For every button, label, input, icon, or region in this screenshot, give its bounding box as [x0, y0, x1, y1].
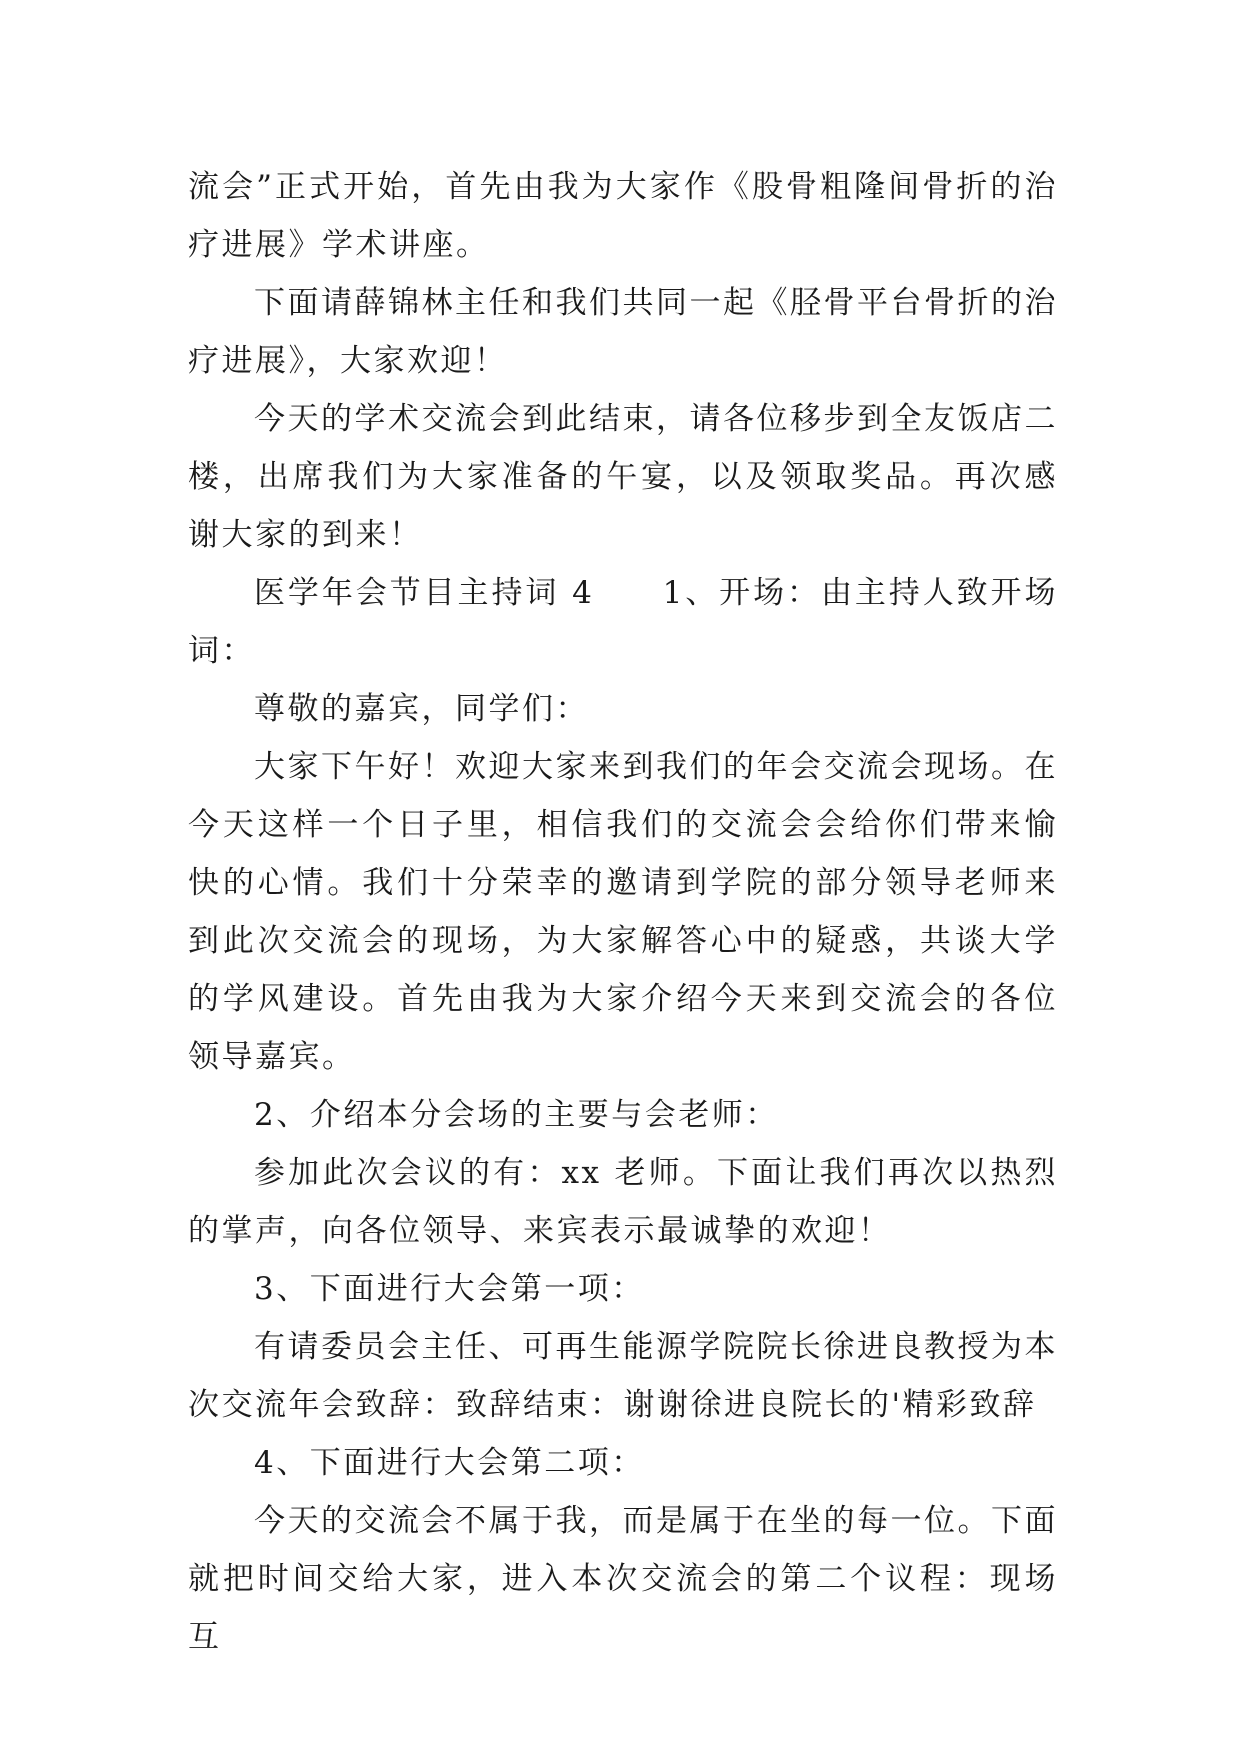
- paragraph: 4、下面进行大会第二项：: [254, 1445, 645, 1481]
- paragraph: 参加此次会议的有：xx 老师。下面让我们再次以热烈的掌声，向各位领导、来宾表示最诚挚的欢迎！: [188, 1155, 1058, 1249]
- paragraph: 有请委员会主任、可再生能源学院院长徐进良教授为本次交流年会致辞：致辞结束：谢谢徐进良院长的'精彩致辞: [188, 1329, 1058, 1423]
- paragraph: 尊敬的嘉宾，同学们：: [254, 691, 589, 727]
- paragraph: 2、介绍本分会场的主要与会老师：: [254, 1097, 779, 1133]
- paragraph: 3、下面进行大会第一项：: [254, 1271, 645, 1307]
- paragraph: 今天的学术交流会到此结束，请各位移步到全友饭店二楼，出席我们为大家准备的午宴，以及领取奖品。再次感谢大家的到来！: [188, 401, 1058, 553]
- paragraph: 大家下午好！欢迎大家来到我们的年会交流会现场。在今天这样一个日子里，相信我们的交流会会给你们带来愉快的心情。我们十分荣幸的邀请到学院的部分领导老师来到此次交流会的现场，为大家解答心中的疑惑，共谈大学的学风建设。首先由我为大家介绍今天来到交流会的各位领导嘉宾。: [188, 749, 1058, 1075]
- document-body: [188, 158, 1058, 1666]
- paragraph: 流会”正式开始，首先由我为大家作《股骨粗隆间骨折的治疗进展》学术讲座。: [188, 169, 1058, 263]
- paragraph: 今天的交流会不属于我，而是属于在坐的每一位。下面就把时间交给大家，进入本次交流会的第二个议程：现场互: [188, 1503, 1058, 1655]
- paragraph: 下面请薛锦林主任和我们共同一起《胫骨平台骨折的治疗进展》，大家欢迎！: [188, 285, 1058, 379]
- paragraph: 医学年会节目主持词 4 1、开场：由主持人致开场词：: [188, 575, 1058, 669]
